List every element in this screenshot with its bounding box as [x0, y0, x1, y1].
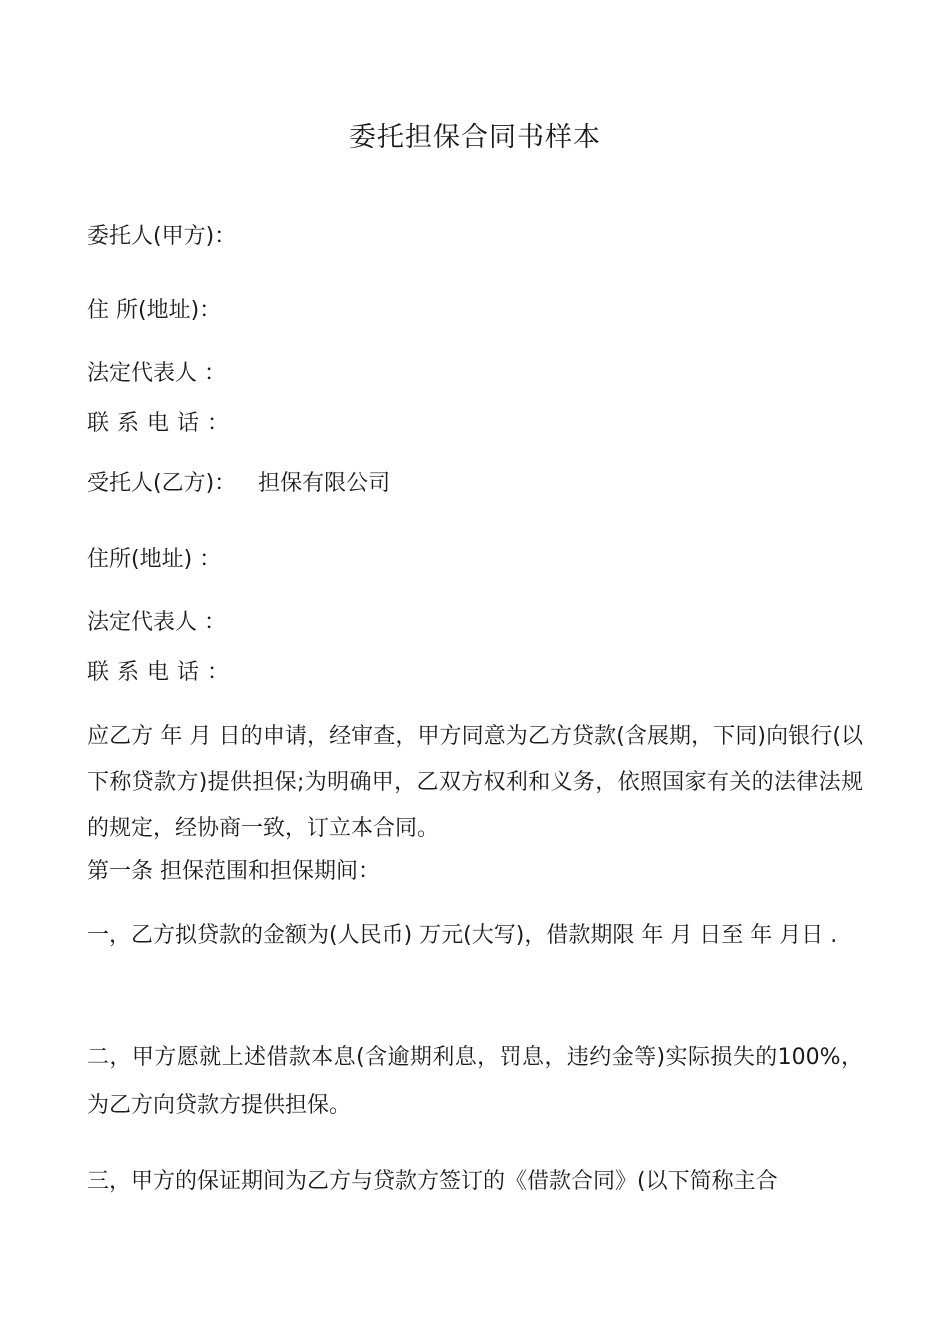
clause-1: 一，乙方拟贷款的金额为(人民币) 万元(大写)，借款期限 年 月 日至 年 月日 .	[87, 923, 838, 948]
party-a-phone: 联系电话：	[87, 411, 238, 436]
intro-paragraph: 应乙方 年 月 日的申请，经审查，甲方同意为乙方贷款(含展期，下同)向银行(以下称贷款方)提供担保;为明确甲，乙双方权利和义务，依照国家有关的法律法规的规定，经协商一致，订立本合同。	[87, 724, 863, 841]
party-a-legal-rep: 法定代表人 ：	[87, 361, 226, 386]
party-b-phone: 联系电话：	[87, 660, 238, 685]
party-b-name: 担保有限公司	[258, 471, 391, 496]
party-a-address: 住 所(地址)：	[87, 298, 222, 323]
party-b-label: 受托人(乙方)：	[87, 471, 237, 496]
party-b-line	[87, 467, 390, 501]
party-b-address: 住所(地址) ：	[87, 547, 222, 572]
party-b-legal-rep: 法定代表人 ：	[87, 610, 226, 635]
party-a-label: 委托人(甲方)：	[87, 224, 237, 249]
clause-3: 三，甲方的保证期间为乙方与贷款方签订的《借款合同》(以下简称主合	[87, 1169, 778, 1194]
document-title: 委托担保合同书样本	[349, 122, 601, 153]
clause-2: 二，甲方愿就上述借款本息(含逾期利息，罚息，违约金等)实际损失的100%，为乙方向贷款方提供担保。	[87, 1045, 863, 1118]
article-1-heading: 第一条 担保范围和担保期间：	[87, 859, 380, 884]
